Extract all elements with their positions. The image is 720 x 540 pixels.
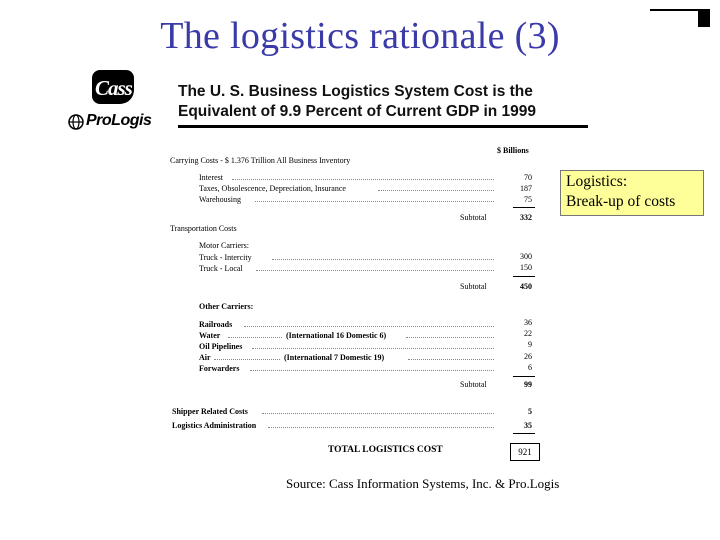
interest-label: Interest — [199, 173, 223, 182]
units-label: $ Billions — [497, 146, 529, 155]
warehousing-label: Warehousing — [199, 195, 242, 204]
oil-pipelines-value: 9 — [528, 340, 532, 349]
transportation-header: Transportation Costs — [170, 224, 237, 233]
headline-rule — [178, 125, 588, 128]
interest-value: 70 — [524, 173, 532, 182]
dot-leader — [255, 201, 494, 202]
callout-line-2: Break-up of costs — [566, 193, 676, 210]
air-label: Air — [199, 353, 211, 362]
warehousing-value: 75 — [524, 195, 532, 204]
subtotal-value: 450 — [520, 282, 532, 291]
prologis-logo-text: ProLogis — [86, 112, 152, 129]
railroads-value: 36 — [524, 318, 532, 327]
motor-carriers-header: Motor Carriers: — [199, 241, 249, 250]
total-rule — [513, 433, 535, 434]
callout-line-1: Logistics: — [566, 173, 628, 190]
subtotal-rule — [513, 376, 535, 377]
dot-leader — [408, 359, 494, 360]
logistics-admin-label: Logistics Administration — [172, 421, 257, 430]
dot-leader — [256, 270, 494, 271]
forwarders-label: Forwarders — [199, 364, 240, 373]
dot-leader — [214, 359, 280, 360]
dot-leader — [272, 259, 494, 260]
shipper-costs-value: 5 — [528, 407, 532, 416]
total-logistics-cost-value: 921 — [510, 443, 540, 461]
subtotal-value: 99 — [524, 380, 532, 389]
carrying-costs-header: Carrying Costs - $ 1.376 Trillion All Business Inventory — [170, 156, 351, 165]
dot-leader — [252, 348, 494, 349]
source-caption: Source: Cass Information Systems, Inc. & Pro.Logis — [286, 476, 560, 491]
subtotal-value: 332 — [520, 213, 532, 222]
taxes-label: Taxes, Obsolescence, Depreciation, Insurance — [199, 184, 346, 193]
air-value: 26 — [524, 352, 532, 361]
subtotal-label: Subtotal — [460, 213, 487, 222]
dot-leader — [228, 337, 282, 338]
headline-line-2: Equivalent of 9.9 Percent of Current GDP in 1999 — [178, 103, 537, 120]
globe-icon — [68, 114, 84, 130]
subtotal-label: Subtotal — [460, 380, 487, 389]
dot-leader — [250, 370, 494, 371]
corner-decoration-square — [698, 9, 710, 27]
slide-title: The logistics rationale (3) — [160, 15, 560, 57]
subtotal-rule — [513, 276, 535, 277]
water-detail: (International 16 Domestic 6) — [286, 331, 387, 340]
subtotal-rule — [513, 207, 535, 208]
corner-decoration-bar — [650, 9, 698, 11]
truck-local-value: 150 — [520, 263, 532, 272]
dot-leader — [406, 337, 494, 338]
cass-logo-text: Cass — [95, 76, 132, 100]
dot-leader — [244, 326, 494, 327]
dot-leader — [378, 190, 494, 191]
truck-intercity-value: 300 — [520, 252, 532, 261]
headline-line-1: The U. S. Business Logistics System Cost is the — [178, 83, 533, 100]
callout-box — [560, 170, 704, 216]
subtotal-label: Subtotal — [460, 282, 487, 291]
oil-pipelines-label: Oil Pipelines — [199, 342, 243, 351]
water-value: 22 — [524, 329, 532, 338]
railroads-label: Railroads — [199, 320, 233, 329]
dot-leader — [262, 413, 494, 414]
other-carriers-header: Other Carriers: — [199, 302, 254, 311]
taxes-value: 187 — [520, 184, 532, 193]
truck-local-label: Truck - Local — [199, 264, 243, 273]
water-label: Water — [199, 331, 221, 340]
logistics-admin-value: 35 — [524, 421, 532, 430]
total-logistics-cost-label: TOTAL LOGISTICS COST — [328, 445, 443, 455]
dot-leader — [268, 427, 494, 428]
truck-intercity-label: Truck - Intercity — [199, 253, 252, 262]
dot-leader — [232, 179, 494, 180]
air-detail: (International 7 Domestic 19) — [284, 353, 385, 362]
figure-headline — [178, 82, 598, 122]
cass-logo — [92, 70, 134, 104]
forwarders-value: 6 — [528, 363, 532, 372]
shipper-costs-label: Shipper Related Costs — [172, 407, 248, 416]
prologis-logo — [68, 113, 160, 131]
